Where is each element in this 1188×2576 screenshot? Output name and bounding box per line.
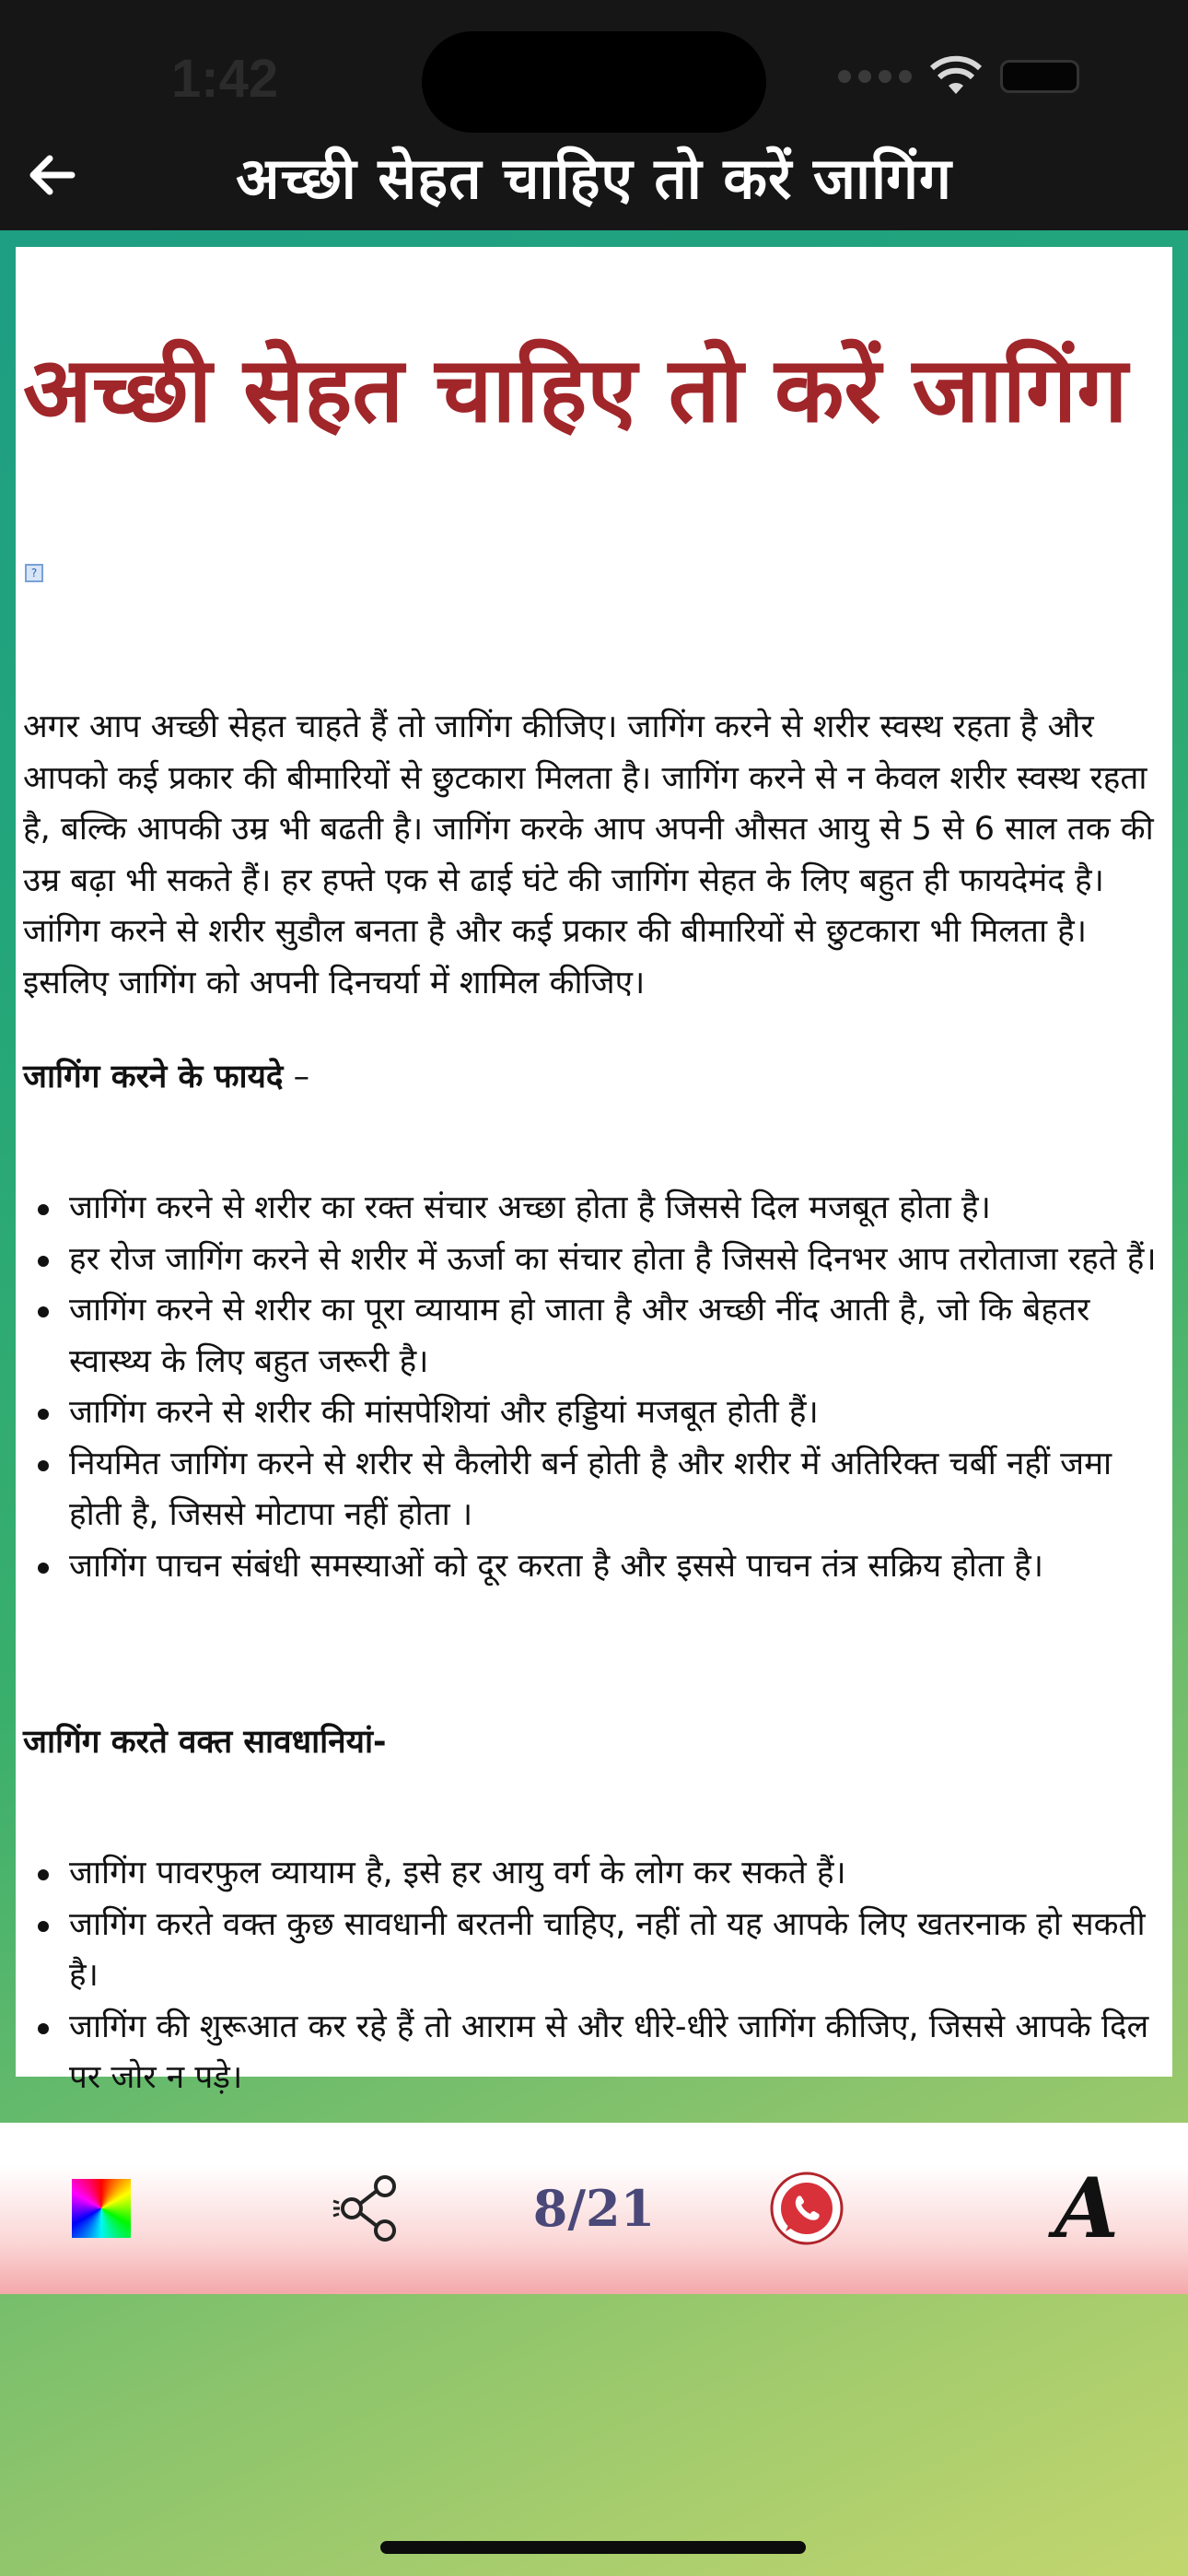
- font-size-button[interactable]: [1041, 2123, 1133, 2294]
- list-item: जागिंग करने से शरीर का पूरा व्यायाम हो जाता है और अच्छी नींद आती है, जो कि बेहतर स्वास्थ्य के लिए बहुत जरूरी है।: [69, 1285, 1158, 1388]
- article-heading: अच्छी सेहत चाहिए तो करें जागिंग: [23, 338, 1128, 443]
- dynamic-island: [422, 31, 766, 133]
- benefits-list: [16, 1183, 1158, 1592]
- color-palette-icon: [72, 2179, 131, 2238]
- bottom-toolbar: [0, 2123, 1188, 2294]
- home-indicator: [380, 2541, 806, 2554]
- top-bar: [0, 0, 1188, 230]
- benefits-heading-dash: –: [283, 1059, 310, 1095]
- share-icon: [332, 2173, 402, 2243]
- broken-image-icon: ?: [25, 564, 43, 582]
- list-item: हर रोज जागिंग करने से शरीर में ऊर्जा का संचार होता है जिससे दिनभर आप तरोताजा रहते हैं।: [69, 1235, 1158, 1286]
- precautions-heading: जागिंग करते वक्त सावधानियां-: [23, 1724, 387, 1761]
- precautions-list: [16, 1848, 1158, 2104]
- list-item: जागिंग पावरफुल व्यायाम है, इसे हर आयु वर्ग के लोग कर सकते हैं।: [69, 1848, 1158, 1900]
- signal-icon: [838, 70, 912, 83]
- list-item: जागिंग करते वक्त कुछ सावधानी बरतनी चाहिए, नहीं तो यह आपके लिए खतरनाक हो सकती है।: [69, 1900, 1158, 2002]
- benefits-heading: [23, 1052, 1161, 1104]
- intro-paragraph: अगर आप अच्छी सेहत चाहते हैं तो जागिंग कीजिए। जागिंग करने से शरीर स्वस्थ रहता है और आपको कई प्रकार की बीमारियों से छुटकारा मिलता है। जागिंग करने से न केवल शरीर स्वस्थ रहता है, बल्कि आपकी उम्र भी बढती है। जागिंग करके आप अपनी औसत आयु से 5 से 6 साल तक की उम्र बढ़ा भी सकते हैं। हर हफ्ते एक से ढाई घंटे की जागिंग सेहत के लिए बहुत ही फायदेमंद है। जांगिग करने से शरीर सुडौल बनता है और कई प्रकार की बीमारियों से छुटकारा भी मिलता है। इसलिए जागिंग को अपनी दिनचर्या में शामिल कीजिए।: [23, 708, 1154, 1001]
- article-content[interactable]: [16, 247, 1172, 2096]
- benefits-heading-text: जागिंग करने के फायदे: [23, 1059, 284, 1095]
- font-size-icon: A: [1054, 2160, 1119, 2257]
- list-item: जागिंग करने से शरीर की मांसपेशियां और हड्डियां मजबूत होती हैं।: [69, 1388, 1158, 1439]
- list-item: जागिंग करने से शरीर का रक्त संचार अच्छा होता है जिससे दिल मजबूत होता है।: [69, 1183, 1158, 1235]
- whatsapp-button[interactable]: [761, 2123, 853, 2294]
- page-counter-container: [502, 2123, 686, 2294]
- status-time: 1:42: [171, 49, 279, 109]
- page-counter: 8/21: [532, 2179, 656, 2238]
- list-item: जागिंग की शुरूआत कर रहे हैं तो आराम से और धीरे-धीरे जागिंग कीजिए, जिससे आपके दिल पर जोर न पड़े।: [69, 2002, 1158, 2104]
- list-item: नियमित जागिंग करने से शरीर से कैलोरी बर्न होती है और शरीर में अतिरिक्त चर्बी नहीं जमा होती है, जिससे मोटापा नहीं होता ।: [69, 1439, 1158, 1541]
- status-icons: [838, 57, 1079, 96]
- battery-icon: [1000, 60, 1079, 93]
- whatsapp-icon: [769, 2171, 844, 2246]
- color-button[interactable]: [55, 2123, 147, 2294]
- page-title: अच्छी सेहत चाहिए तो करें जागिंग: [236, 145, 952, 212]
- wifi-icon: [930, 57, 982, 96]
- share-button[interactable]: [320, 2123, 413, 2294]
- list-item: जागिंग पाचन संबंधी समस्याओं को दूर करता है और इससे पाचन तंत्र सक्रिय होता है।: [69, 1541, 1158, 1593]
